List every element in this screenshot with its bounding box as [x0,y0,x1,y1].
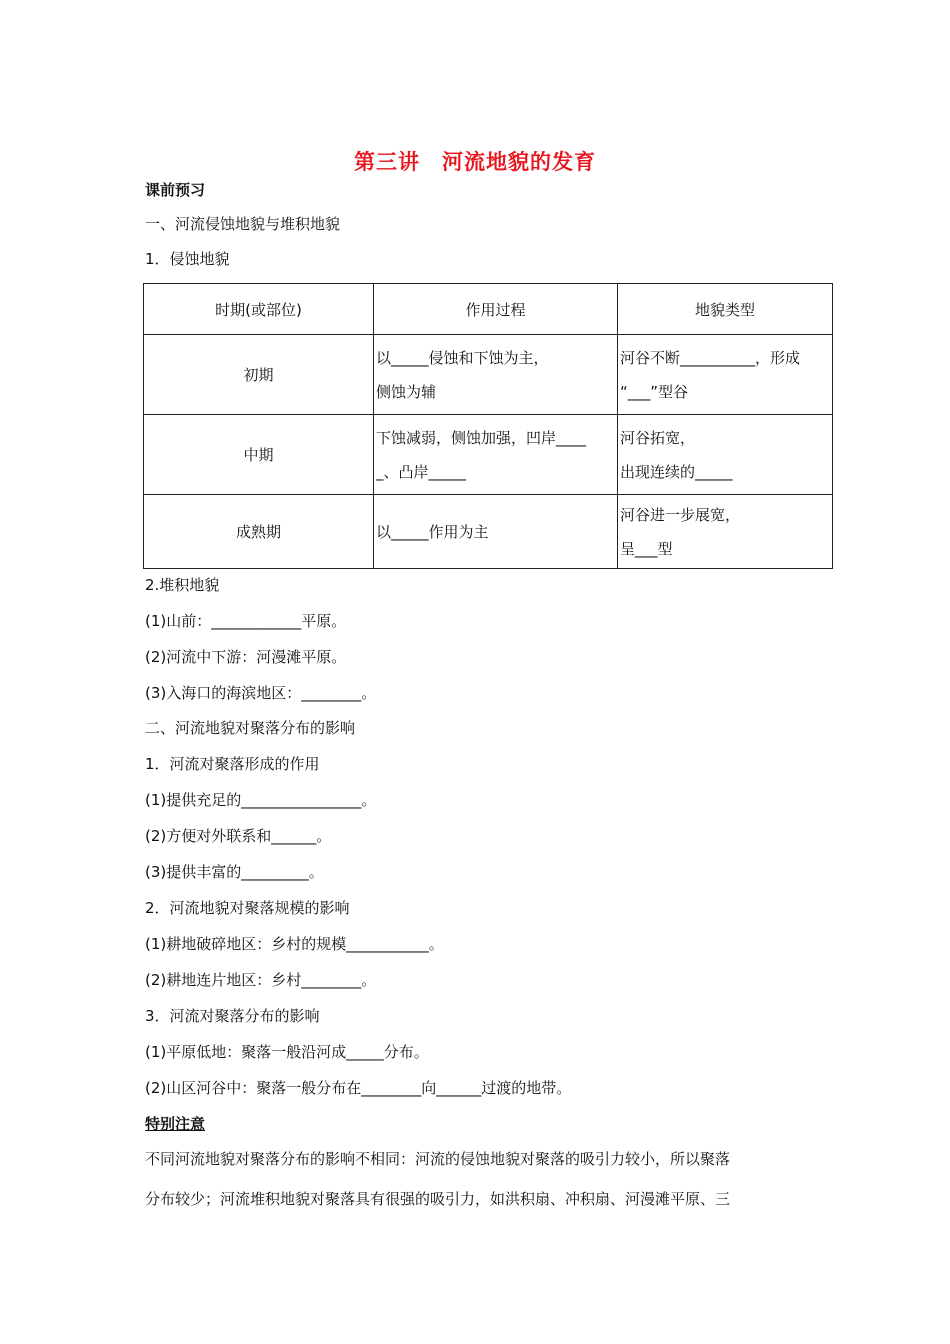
deposition-heading: 2.堆积地貌 [145,576,220,594]
table-cell-process [374,335,618,415]
part2-heading: 二、河流地貌对聚落分布的影响 [145,719,356,737]
table-row [144,495,833,569]
sub2-heading: 2．河流地貌对聚落规模的影响 [145,899,350,917]
landform-line: 河谷进一步展宽， [620,505,741,524]
landform-line: 呈___型 [620,539,673,558]
process-line: 侧蚀为辅 [376,382,437,401]
list-item: (2)方便对外联系和______。 [145,827,332,845]
table-cell-period: 成熟期 [144,495,374,569]
list-item: (1)耕地破碎地区：乡村的规模___________。 [145,935,444,953]
section-preview-heading: 课前预习 [145,181,206,199]
table-header-row [144,284,833,335]
sub3-heading: 3．河流对聚落分布的影响 [145,1007,320,1025]
table-cell-process [374,495,618,569]
landform-line: 河谷不断__________，形成 [620,348,801,367]
special-note-line: 分布较少；河流堆积地貌对聚落具有很强的吸引力，如洪积扇、冲积扇、河漫滩平原、三 [145,1190,731,1208]
part1-heading: 一、河流侵蚀地貌与堆积地貌 [145,215,341,233]
landform-line: 出现连续的_____ [620,462,733,481]
list-item: (2)河流中下游：河漫滩平原。 [145,648,347,666]
list-item: (1)平原低地：聚落一般沿河成_____分布。 [145,1043,429,1061]
special-note-heading: 特别注意 [145,1115,206,1133]
special-note-line: 不同河流地貌对聚落分布的影响不相同：河流的侵蚀地貌对聚落的吸引力较小，所以聚落 [145,1150,731,1168]
table-cell-period: 中期 [144,415,374,495]
table-cell-landform [618,415,833,495]
landform-line: 河谷拓宽， [620,428,696,447]
list-item: (3)提供丰富的_________。 [145,863,324,881]
table-header-process: 作用过程 [374,284,618,335]
table-cell-period: 初期 [144,335,374,415]
erosion-heading: 1．侵蚀地貌 [145,250,230,268]
table-header-period: 时期(或部位) [144,284,374,335]
table-row [144,335,833,415]
list-item: (2)耕地连片地区：乡村________。 [145,971,377,989]
table-cell-process [374,415,618,495]
table-cell-landform [618,335,833,415]
process-line: 下蚀减弱，侧蚀加强，凹岸____ [376,428,587,447]
landform-line: “___”型谷 [620,382,689,401]
process-line: 以_____作用为主 [376,522,489,541]
table-cell-landform [618,495,833,569]
list-item: (1)提供充足的________________。 [145,791,377,809]
list-item: (1)山前：____________平原。 [145,612,347,630]
list-item: (2)山区河谷中：聚落一般分布在________向______过渡的地带。 [145,1079,572,1097]
table-row [144,415,833,495]
process-line: _、凸岸_____ [376,462,467,481]
process-line: 以_____侵蚀和下蚀为主， [376,348,549,367]
sub1-heading: 1．河流对聚落形成的作用 [145,755,320,773]
list-item: (3)入海口的海滨地区：________。 [145,684,377,702]
table-header-landform: 地貌类型 [618,284,833,335]
erosion-landform-table [143,283,833,569]
lesson-title: 第三讲 河流地貌的发育 [354,150,596,174]
